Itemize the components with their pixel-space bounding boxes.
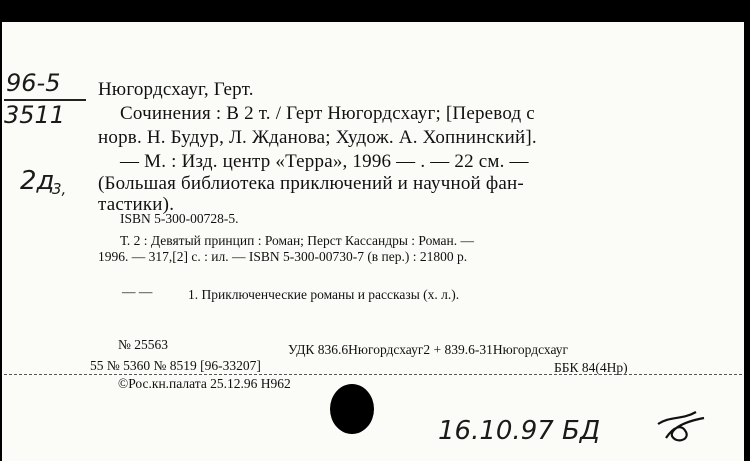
subject-dash: — — <box>122 284 153 299</box>
bbk-classification: ББК 84(4Нр) <box>554 360 628 375</box>
copyright-line: ©Рос.кн.палата 25.12.96 Н962 <box>118 376 291 391</box>
margin-mark: 2д <box>20 166 55 196</box>
shelfmark-bottom: 3511 <box>4 101 66 129</box>
footer-line-2: 55 № 5360 № 8519 [96-33207] <box>90 358 261 373</box>
record-line-2: норв. Н. Будур, Л. Жданова; Худож. А. Хопнинский]. <box>98 127 537 148</box>
record-line-3: — М. : Изд. центр «Терра», 1996 — . — 22 см. — <box>120 151 529 172</box>
footer-rule <box>4 374 742 375</box>
margin-suffix: 3, <box>52 180 67 198</box>
author-heading: Нюгордсхауг, Герт. <box>98 79 254 100</box>
handwritten-date: 16.10.97 БД <box>438 416 601 446</box>
record-line-4: (Большая библиотека приключений и научной фан- <box>98 173 524 194</box>
catalog-card <box>2 22 744 461</box>
udk-classification: УДК 836.6Нюгордсхауг2 + 839.6-31Нюгордсхауг <box>288 342 569 357</box>
volume-line-1: Т. 2 : Девятый принцип : Роман; Перст Кассандры : Роман. — <box>120 233 475 248</box>
shelfmark-top: 96-5 <box>6 69 61 97</box>
signature-mark <box>652 402 712 452</box>
subject-heading: 1. Приключенческие романы и рассказы (х. л.). <box>188 287 460 302</box>
record-line-5: тастики). <box>98 194 175 215</box>
volume-line-2: 1996. — 317,[2] с. : ил. — ISBN 5-300-00730-7 (в пер.) : 21800 р. <box>98 249 468 264</box>
isbn-line: ISBN 5-300-00728-5. <box>120 211 239 226</box>
registration-number: № 25563 <box>118 337 169 352</box>
record-line-1: Сочинения : В 2 т. / Герт Нюгордсхауг; [Перевод с <box>120 103 535 124</box>
ink-blot <box>330 384 374 434</box>
